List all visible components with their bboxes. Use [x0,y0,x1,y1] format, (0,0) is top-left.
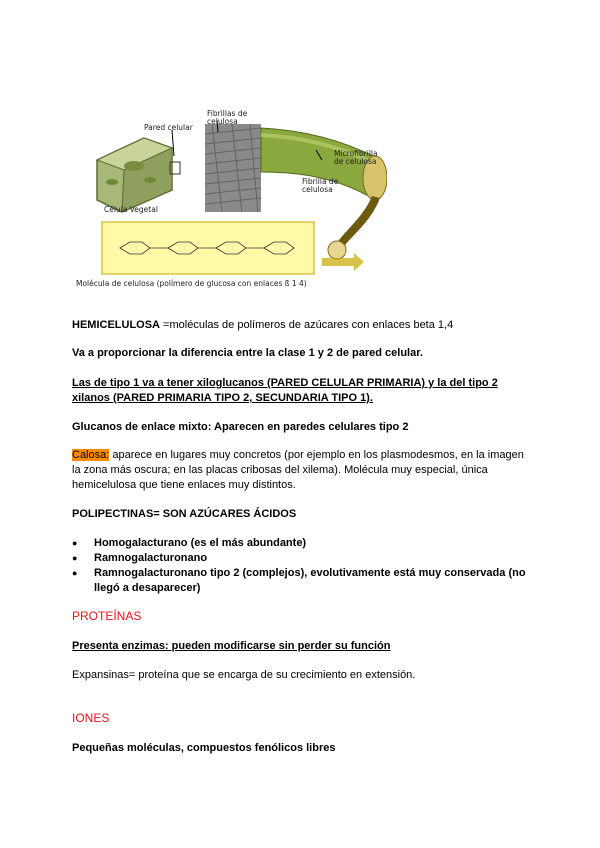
cellulose-diagram [72,100,387,296]
hemicelulosa-paragraph [72,318,453,333]
hemicelulosa-text: =moléculas de polímeros de azúcares con enlaces beta 1,4 [160,319,454,331]
list-item: ● Ramnogalacturonano tipo 2 (complejos), evolutivamente está muy conservada (no llegó a desaparecer) [72,566,532,596]
calosa-term: Calosa: [72,449,110,461]
chloroplast [106,179,118,185]
figure-caption: Molécula de celulosa (polímero de glucosa con enlaces ß 1 4) [76,279,307,288]
enzimas-paragraph: Presenta enzimas: pueden modificarse sin perder su función [72,640,391,652]
cellulose-figure [72,100,387,296]
list-item: ● Ramnogalacturonano [72,551,532,566]
label-celula-vegetal: Célula Vegetal [104,205,158,214]
label-pared-celular: Pared celular [144,123,193,132]
list-item: ● Homogalacturano (es el más abundante) [72,536,532,551]
nucleus [124,161,144,171]
tipos-paragraph: Las de tipo 1 va a tener xiloglucanos (PARED CELULAR PRIMARIA) y la del tipo 2 xilanos (PARED PRIMARIA TIPO 2, SECUNDARIA TIPO 1). [72,377,498,404]
pectin-list [72,536,532,596]
expansinas-paragraph: Expansinas= proteína que se encarga de su crecimiento en extensión. [72,669,416,681]
polipectinas-heading: POLIPECTINAS= SON AZÚCARES ÁCIDOS [72,508,297,520]
calosa-paragraph [72,448,530,493]
calosa-text: aparece en lugares muy concretos (por ejemplo en los plasmodesmos, en la imagen la zona más oscura; en las placas cribosas del xilema). Molécula muy especial, única hemicelulosa que tiene enlaces muy distintos. [72,449,524,491]
hemicelulosa-title: HEMICELULOSA [72,319,160,331]
label-fibrilla: Fibrilla de celulosa [302,177,339,194]
proteinas-heading: PROTEÍNAS [72,609,142,623]
chloroplast [144,177,156,183]
label-fibrillas: Fibrillas de celulosa [207,109,248,126]
pequenas-paragraph: Pequeñas moléculas, compuestos fenólicos libres [72,742,336,754]
iones-heading: IONES [72,711,110,725]
glucanos-paragraph: Glucanos de enlace mixto: Aparecen en paredes celulares tipo 2 [72,421,409,433]
label-microfibrilla: Microfibrilla de celulosa [334,149,378,166]
diferencia-paragraph: Va a proporcionar la diferencia entre la clase 1 y 2 de pared celular. [72,347,423,359]
microfibril-end [328,241,346,259]
